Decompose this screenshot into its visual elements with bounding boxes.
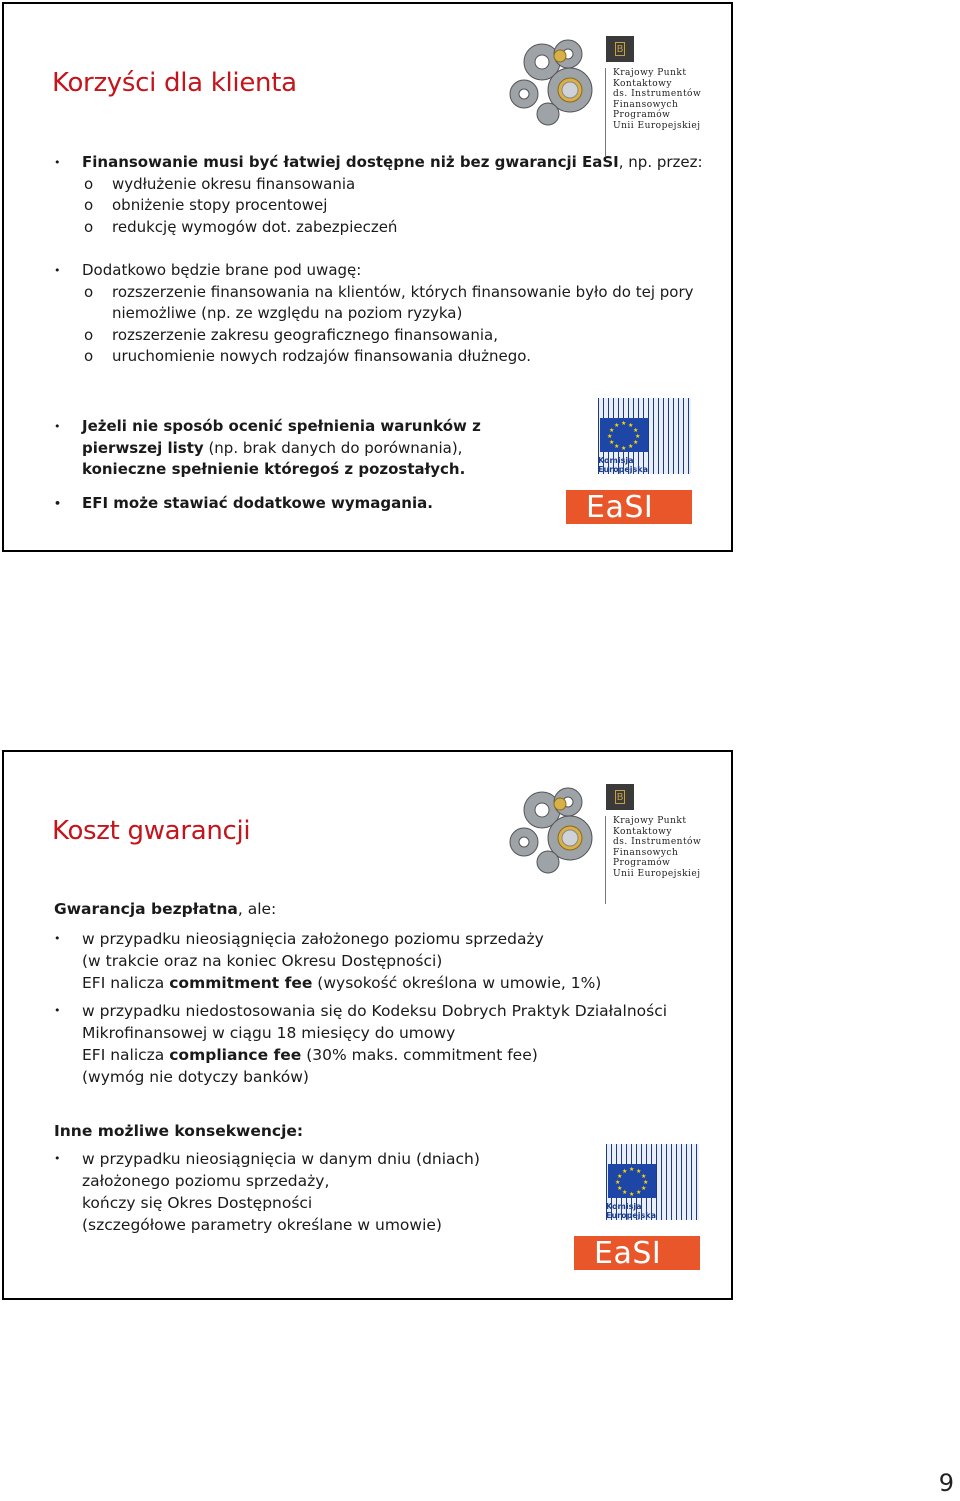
sub-item: o rozszerzenie finansowania na klientów, których finansowanie było do tej pory niemożliwe (np. ze względu na poziom ryzyka) bbox=[82, 282, 704, 325]
gears-euro-icon bbox=[504, 32, 600, 128]
komisja-line: Komisja bbox=[598, 456, 634, 465]
easi-wordmark: EaSI bbox=[586, 490, 654, 524]
komisja-label bbox=[606, 1202, 656, 1220]
sub-item: o obniżenie stopy procentowej bbox=[82, 195, 704, 217]
slide-title: Koszt gwarancji bbox=[52, 816, 251, 846]
bullet-additional bbox=[54, 260, 704, 368]
easi-logo bbox=[566, 398, 692, 524]
intro-line bbox=[54, 898, 674, 920]
slide-title: Korzyści dla klienta bbox=[52, 68, 297, 98]
page-number: 9 bbox=[938, 1469, 954, 1497]
logo-line: Krajowy Punkt bbox=[613, 816, 687, 826]
bullet-line: w przypadku niedostosowania się do Kodeksu Dobrych Praktyk Działalności Mikrofinansowej w ciągu 18 miesięcy do umowy bbox=[82, 1002, 668, 1042]
bullet-line: (30% maks. commitment fee) bbox=[301, 1046, 538, 1064]
bullet-line: EFI nalicza bbox=[82, 974, 170, 992]
bullet-compliance-fee bbox=[54, 1000, 674, 1088]
komisja-line: Europejska bbox=[598, 465, 648, 474]
bullet-commitment-fee bbox=[54, 928, 674, 994]
sub-item: o uruchomienie nowych rodzajów finansowania dłużnego. bbox=[82, 346, 704, 368]
logo-line: Finansowych bbox=[613, 99, 679, 110]
bullet-availability-end bbox=[54, 1148, 524, 1236]
slide-body bbox=[54, 152, 704, 368]
bullet-text-bold: Jeżeli nie sposób ocenić spełnienia warunków z pierwszej listy bbox=[82, 417, 481, 457]
bullet-text-bold: konieczne spełnienie któregoś z pozostałych. bbox=[82, 460, 466, 478]
bullet-finance bbox=[54, 152, 704, 238]
crest-icon: B bbox=[606, 784, 634, 810]
eu-flag-icon: ★ ★ ★ ★ ★ ★ ★ ★ ★ ★ ★ ★ bbox=[608, 1164, 656, 1198]
fee-name: compliance fee bbox=[169, 1046, 302, 1064]
bullet-line: w przypadku nieosiągnięcia założonego poziomu sprzedaży bbox=[82, 930, 544, 948]
bullet-efi: • EFI może stawiać dodatkowe wymagania. bbox=[54, 493, 534, 515]
slide-benefits bbox=[2, 2, 733, 552]
logo-line: Kontaktowy bbox=[613, 826, 672, 837]
sub-heading: Inne możliwe konsekwencje: bbox=[54, 1122, 304, 1140]
slide-guarantee-cost bbox=[2, 750, 733, 1300]
komisja-line: Europejska bbox=[606, 1211, 656, 1220]
komisja-line: Komisja bbox=[606, 1202, 642, 1211]
bullet-text: , np. przez: bbox=[618, 153, 703, 171]
bullet-line: (wysokość określona w umowie, 1%) bbox=[312, 974, 602, 992]
kpk-logo bbox=[598, 784, 708, 879]
bullet-text-bold: Finansowanie musi być łatwiej dostępne niż bez gwarancji EaSI bbox=[82, 153, 619, 171]
bullet-text: (np. brak danych do porównania), bbox=[203, 438, 463, 457]
logo-line: Programów bbox=[613, 110, 671, 120]
kpk-logo bbox=[598, 36, 708, 131]
intro-bold: Gwarancja bezpłatna bbox=[54, 900, 238, 918]
komisja-label bbox=[598, 456, 648, 474]
bullet-line: (wymóg nie dotyczy banków) bbox=[82, 1068, 309, 1086]
bullet-line: (szczegółowe parametry określane w umowie) bbox=[82, 1216, 442, 1234]
sub-item: o wydłużenie okresu finansowania bbox=[82, 174, 704, 196]
easi-wordmark: EaSI bbox=[594, 1236, 662, 1270]
slide-body-lower bbox=[54, 416, 534, 514]
bullet-line: (w trakcie oraz na koniec Okresu Dostępności) bbox=[82, 952, 443, 970]
bullet-line: EFI nalicza bbox=[82, 1046, 170, 1064]
intro-text: , ale: bbox=[237, 900, 277, 918]
fee-name: commitment fee bbox=[169, 974, 313, 992]
logo-line: Krajowy Punkt bbox=[613, 68, 687, 78]
logo-line: Programów bbox=[613, 858, 671, 868]
logo-line: ds. Instrumentów bbox=[613, 837, 702, 847]
sub-item: o rozszerzenie zakresu geograficznego finansowania, bbox=[82, 325, 704, 347]
logo-line: Unii Europejskiej bbox=[613, 868, 701, 879]
sub-item: o redukcję wymogów dot. zabezpieczeń bbox=[82, 217, 704, 239]
gears-euro-icon bbox=[504, 780, 600, 876]
bullet-text: Dodatkowo będzie brane pod uwagę: bbox=[82, 261, 362, 279]
logo-line: Unii Europejskiej bbox=[613, 120, 701, 131]
bullet-line: kończy się Okres Dostępności bbox=[82, 1194, 313, 1212]
easi-logo bbox=[574, 1144, 700, 1270]
crest-icon: B bbox=[606, 36, 634, 62]
bullet-line: w przypadku nieosiągnięcia w danym dniu (dniach) założonego poziomu sprzedaży, bbox=[82, 1150, 480, 1190]
logo-line: Finansowych bbox=[613, 847, 679, 858]
bullet-assessment bbox=[54, 416, 534, 481]
logo-line: ds. Instrumentów bbox=[613, 89, 702, 99]
eu-flag-icon: ★ ★ ★ ★ ★ ★ ★ ★ ★ ★ ★ ★ bbox=[600, 418, 648, 452]
logo-line: Kontaktowy bbox=[613, 78, 672, 89]
